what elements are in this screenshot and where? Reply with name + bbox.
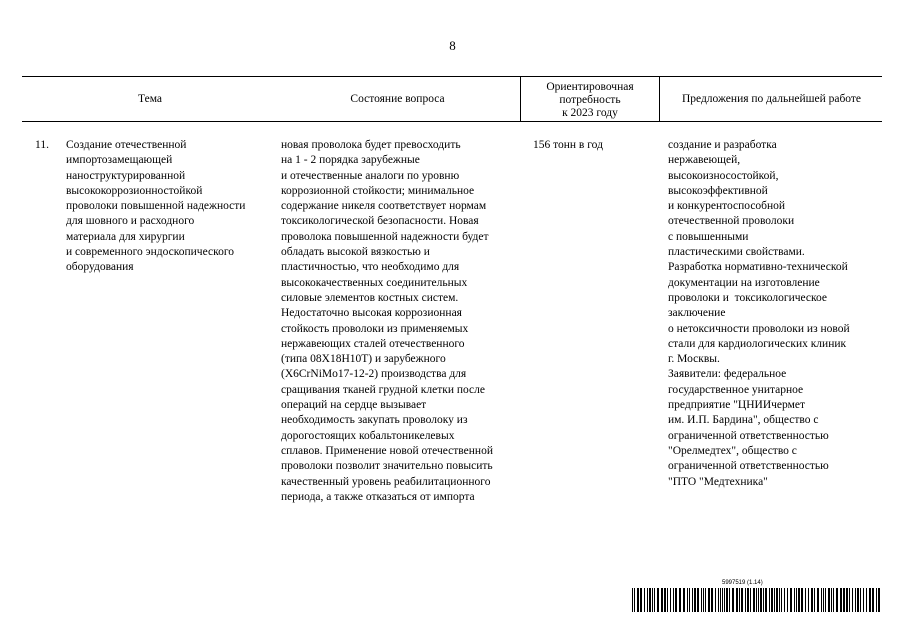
barcode-bar <box>661 588 663 612</box>
row-proposals: создание и разработка нержавеющей, высокоизносостойкой, высокоэффективной и конкурентоспособной отечественной проволоки с повышенными пластическими свойствами. Разработка нормативно-технической документации на изготовление проволоки и токсикологическое заключение о нетоксичности проволоки из новой стали для кардиологических клиник г. Москвы. Заявители: федеральное государственное унитарное предприятие "ЦНИИчермет им. И.П. Бардина", общество с ограниченной ответственностью "Орелмедтех", общество с ограниченной ответственностью "ПТО "Медтехника" <box>668 139 850 488</box>
barcode-bar <box>703 588 704 612</box>
barcode-bar <box>801 588 803 612</box>
barcode-bar <box>794 588 795 612</box>
barcode-bar <box>876 588 877 612</box>
barcode-bar <box>720 588 721 612</box>
barcode-bar <box>866 588 867 612</box>
barcode-bar <box>634 588 635 612</box>
barcode-bar <box>687 588 688 612</box>
barcode-bar <box>750 588 751 612</box>
barcode-bar <box>769 588 770 612</box>
row-topic: Создание отечественной импортозамещающей наноструктурированной высококоррозионностойкой проволоки повышенной надежности для шовного и расходного материала для хирургии и современного эндоскопического оборудования <box>66 139 246 274</box>
barcode-bar <box>652 588 653 612</box>
barcode-bar <box>760 588 762 612</box>
barcode-bar <box>632 588 633 612</box>
barcode-bar <box>849 588 850 612</box>
barcode-bar <box>825 588 826 612</box>
row-demand: 156 тонн в год <box>533 139 603 151</box>
barcode-bar <box>736 588 738 612</box>
barcode-bar <box>701 588 702 612</box>
barcode-bar <box>756 588 757 612</box>
barcode-bar <box>814 588 815 612</box>
barcode-bar <box>747 588 749 612</box>
barcode-bar <box>790 588 792 612</box>
header-divider-left <box>520 76 521 121</box>
barcode-bar <box>776 588 778 612</box>
barcode-bar <box>718 588 719 612</box>
barcode-bar <box>664 588 666 612</box>
header-status: Состояние вопроса <box>350 93 445 105</box>
barcode-bar <box>654 588 655 612</box>
barcode-bar <box>831 588 832 612</box>
barcode-bar <box>753 588 755 612</box>
table-top-rule <box>22 76 882 77</box>
barcode-bar <box>670 588 671 612</box>
barcode-bar <box>852 588 853 612</box>
barcode-bar <box>694 588 696 612</box>
barcode-bar <box>798 588 800 612</box>
barcode-bar <box>836 588 838 612</box>
barcode-bar <box>724 588 725 612</box>
barcode-bar <box>637 588 639 612</box>
barcode-number: 5997519 (1.14) <box>722 580 763 586</box>
barcode-bar <box>808 588 809 612</box>
barcode-bar <box>708 588 710 612</box>
barcode-bar <box>843 588 845 612</box>
barcode-bar <box>667 588 668 612</box>
barcode-bar <box>739 588 740 612</box>
barcode-bar <box>649 588 651 612</box>
header-divider-right <box>659 76 660 121</box>
barcode-image <box>632 588 882 612</box>
barcode-bar <box>741 588 743 612</box>
barcode-bar <box>878 588 880 612</box>
barcode-bar <box>805 588 806 612</box>
barcode-bar <box>692 588 693 612</box>
barcode-bar <box>675 588 677 612</box>
barcode-bar <box>726 588 728 612</box>
barcode-bar <box>763 588 764 612</box>
barcode-bar <box>840 588 842 612</box>
header-proposals: Предложения по дальнейшей работе <box>681 93 862 105</box>
barcode-bar <box>644 588 645 612</box>
barcode-bar <box>821 588 822 612</box>
row-status: новая проволока будет превосходить на 1 - 2 порядка зарубежные и отечественные аналоги по уровню коррозионной стойкости; минимальное содержание никеля соответствует нормам токсикологической безопасности. Новая проволока повышенной надежности будет обладать высокой вязкостью и пластичностью, что необходимо для высококачественных соединительных силовые элементов костных систем. Недостаточно высокая коррозионная стойкость проволоки из применяемых нержавеющих сталей отечественного (типа 08Х18Н10Т) и зарубежного (X6CrNiMo17-12-2) производства для сращивания тканей грудной клетки после операций на сердце вызывает необходимость закупать проволоку из дорогостоящих кобальтоникелевых сплавов. Применение новой отечественной проволоки позволит значительно повысить качественный уровень реабилитационного периода, а также отказаться от импорта <box>281 139 493 503</box>
barcode-bar <box>857 588 859 612</box>
barcode-bar <box>823 588 824 612</box>
barcode-bar <box>771 588 773 612</box>
barcode-bar <box>787 588 788 612</box>
barcode-bar <box>729 588 730 612</box>
barcode-bar <box>689 588 690 612</box>
barcode-bar <box>779 588 780 612</box>
barcode-bar <box>855 588 856 612</box>
barcode-bar <box>872 588 874 612</box>
row-number: 11. <box>35 139 49 151</box>
barcode-bar <box>765 588 767 612</box>
barcode-bar <box>774 588 775 612</box>
barcode-bar <box>869 588 871 612</box>
barcode-bar <box>745 588 746 612</box>
barcode-bar <box>860 588 861 612</box>
barcode-bar <box>846 588 848 612</box>
barcode-bar <box>828 588 830 612</box>
barcode-bar <box>732 588 734 612</box>
barcode-bar <box>863 588 864 612</box>
barcode-bar <box>657 588 659 612</box>
barcode-bar <box>683 588 685 612</box>
barcode-bar <box>697 588 699 612</box>
barcode-bar <box>647 588 648 612</box>
barcode-bar <box>811 588 813 612</box>
page-number: 8 <box>449 38 456 53</box>
barcode-bar <box>817 588 819 612</box>
barcode-bar <box>640 588 642 612</box>
barcode-bar <box>711 588 713 612</box>
table-header-rule <box>22 121 882 122</box>
header-demand: Ориентировочная потребность к 2023 году <box>546 81 634 119</box>
barcode-bar <box>715 588 716 612</box>
barcode-bar <box>833 588 834 612</box>
barcode-bar <box>705 588 706 612</box>
barcode-bar <box>796 588 797 612</box>
barcode-bar <box>781 588 782 612</box>
barcode-bar <box>722 588 723 612</box>
barcode-bar <box>758 588 759 612</box>
barcode-bar <box>673 588 674 612</box>
barcode-bar <box>784 588 785 612</box>
barcode-bar <box>679 588 681 612</box>
header-topic: Тема <box>138 93 162 105</box>
